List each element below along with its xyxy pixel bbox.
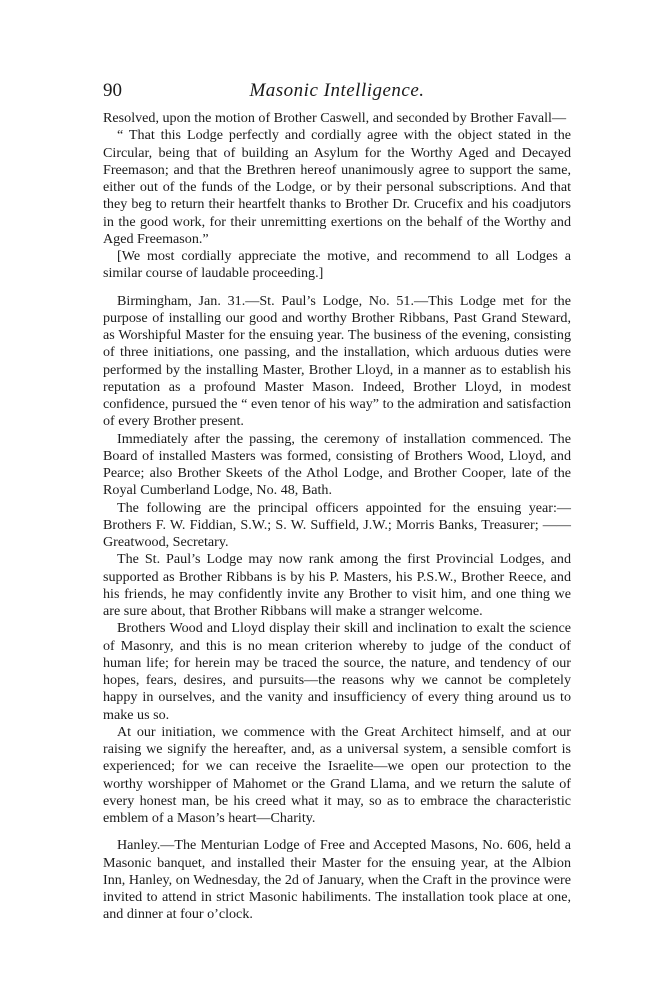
paragraph-resolution: Resolved, upon the motion of Brother Caswell, and seconded by Brother Favall— bbox=[103, 110, 567, 126]
page-header bbox=[103, 80, 571, 110]
paragraph-officers: The following are the principal officers appointed for the ensuing year:—Brothers F. W. Fiddian, S.W.; S. W. Suffield, J.W.; Morris Banks, Treasurer; —— Greatwood, Secretary. bbox=[103, 499, 571, 550]
paragraph-birmingham-report: Birmingham, Jan. 31.—St. Paul’s Lodge, No. 51.—This Lodge met for the purpose of installing our good and worthy Brother Ribbans, Past Grand Steward, as Worshipful Master for the ensuing year. The business of the evening, consisting of three initiations, one passing, and the installation, which arduous duties were performed by the installing Master, Brother Lloyd, in a manner as to establish his reputation as a profound Master Mason. Indeed, Brother Lloyd, in modest confidence, pursued the “ even tenor of his way” to the admiration and satisfaction of every Brother present. bbox=[103, 292, 571, 430]
running-title: Masonic Intelligence. bbox=[249, 80, 425, 101]
page-number: 90 bbox=[103, 80, 122, 101]
paragraph-quoted-resolution: “ That this Lodge perfectly and cordially agree with the object stated in the Circular, being that of building an Asylum for the Worthy Aged and Decayed Freemason; and that the Brethren hereof unanimously agree to support the same, either out of the funds of the Lodge, or by their personal subscriptions. And that they beg to return their heartfelt thanks to Brother Dr. Crucefix and his coadjutors in the good work, for their unremitting exertions on the behalf of the Worthy and Aged Freemason.” bbox=[103, 127, 571, 247]
paragraph-installation: Immediately after the passing, the ceremony of installation commenced. The Board of installed Masters was formed, consisting of Brothers Wood, Lloyd, and Pearce; also Brother Skeets of the Athol Lodge, and Brother Cooper, late of the Royal Cumberland Lodge, No. 48, Bath. bbox=[103, 430, 571, 499]
body-text bbox=[103, 110, 571, 924]
paragraph-hanley-report: Hanley.—The Menturian Lodge of Free and Accepted Masons, No. 606, held a Masonic banquet, and installed their Master for the ensuing year, at the Albion Inn, Hanley, on Wednesday, the 2d of January, when the Craft in the province were invited to attend in strict Masonic habiliments. The installation took place at one, and dinner at four o’clock. bbox=[103, 837, 571, 923]
paragraph-st-pauls-lodge: The St. Paul’s Lodge may now rank among the first Provincial Lodges, and supported as Brother Ribbans is by his P. Masters, his P.S.W., Brother Reece, and his friends, he may confidently invite any Brother to visit him, and one thing we are sure about, that Brother Ribbans will make a stranger welcome. bbox=[103, 551, 571, 619]
paragraph-wood-and-lloyd: Brothers Wood and Lloyd display their skill and inclination to exalt the science of Masonry, and this is no mean criterion whereby to judge of the conduct of human life; for herein may be traced the source, the nature, and tendency of our hopes, fears, desires, and pursuits—the reasons why we cannot be completely happy in ourselves, and the vanity and insufficiency of every thing around us to make us so. bbox=[103, 620, 571, 723]
paragraph-editorial-note: [We most cordially appreciate the motive, and recommend to all Lodges a similar course of laudable proceeding.] bbox=[103, 248, 571, 282]
paragraph-initiation: At our initiation, we commence with the Great Architect himself, and at our raising we signify the hereafter, and, as a universal system, a sensible comfort is experienced; for we can receive the Israelite—we open our protection to the worthy worshipper of Mahomet or the Grand Llama, and we return the salute of every honest man, be his creed what it may, so as to embrace the characteristic emblem of a Mason’s heart—Charity. bbox=[103, 723, 571, 826]
page bbox=[103, 80, 571, 924]
